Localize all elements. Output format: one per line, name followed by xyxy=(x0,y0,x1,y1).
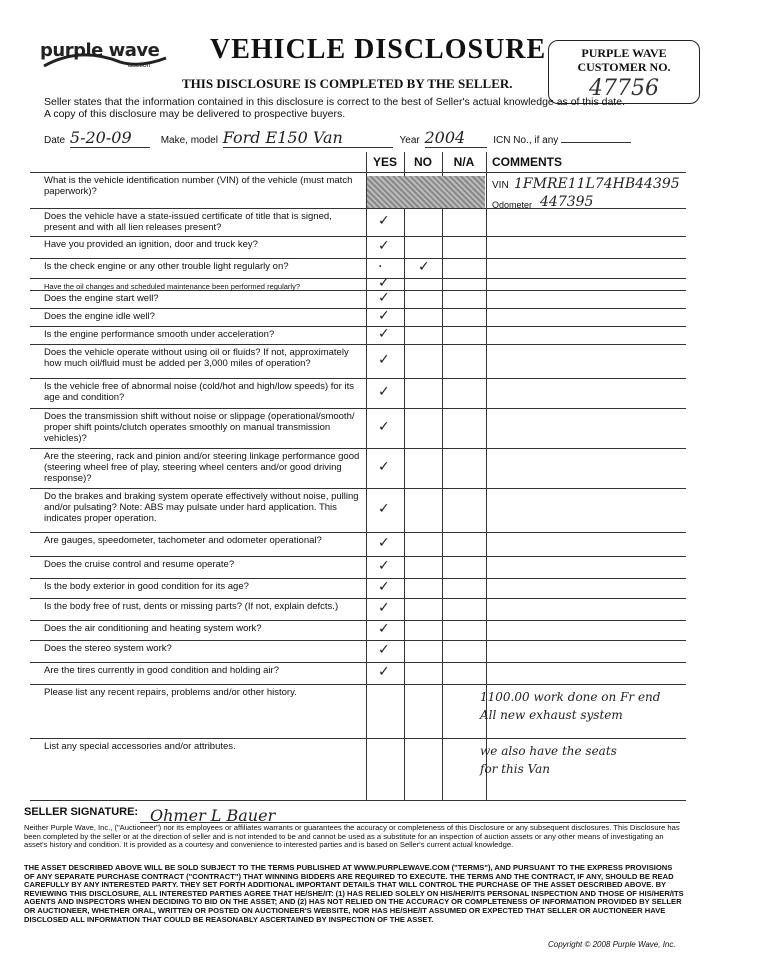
row-divider xyxy=(30,684,686,685)
row-divider xyxy=(30,640,686,641)
header-divider xyxy=(30,172,686,173)
question-text: Please list any recent repairs, problems and/or other history. xyxy=(44,687,297,698)
question-text: Are the tires currently in good condition and holding air? xyxy=(44,665,280,676)
checkbox-yes[interactable]: ✓ xyxy=(378,600,390,616)
accessories-comment-2[interactable]: for this Van xyxy=(480,762,551,776)
odometer-value[interactable]: 447395 xyxy=(540,194,594,210)
row-divider xyxy=(30,378,686,379)
intro-line-1: Seller states that the information contained in this disclosure is correct to the best of Seller's actual knowledge as of this date. xyxy=(44,96,625,108)
page-title: VEHICLE DISCLOSURE xyxy=(210,34,547,65)
checkbox-yes[interactable]: ✓ xyxy=(378,501,390,517)
row-divider xyxy=(30,578,686,579)
intro-line-2: A copy of this disclosure may be delivered to prospective buyers. xyxy=(44,108,346,120)
checkbox-no[interactable]: ✓ xyxy=(418,259,430,275)
odometer-label: Odometer xyxy=(492,200,533,210)
question-text: Does the engine idle well? xyxy=(44,311,155,322)
checkbox-yes[interactable]: ✓ xyxy=(378,535,390,551)
question-text: Does the engine start well? xyxy=(44,293,159,304)
col-header-no: NO xyxy=(414,155,432,169)
checkbox-yes[interactable]: ✓ xyxy=(378,213,390,229)
question-text: Is the engine performance smooth under acceleration? xyxy=(44,329,275,340)
row-divider xyxy=(30,662,686,663)
year-label: Year xyxy=(399,135,420,146)
checkbox-yes[interactable]: ✓ xyxy=(378,238,390,254)
question-text: Does the air conditioning and heating system work? xyxy=(44,623,262,634)
checkbox-yes[interactable]: ✓ xyxy=(378,642,390,658)
copyright-text: Copyright © 2008 Purple Wave, Inc. xyxy=(548,940,676,949)
row-divider xyxy=(30,598,686,599)
vin-label: VIN xyxy=(492,180,509,191)
col-header-na: N/A xyxy=(453,155,475,169)
purple-wave-logo xyxy=(40,36,170,76)
row-divider xyxy=(30,620,686,621)
question-text: Is the body free of rust, dents or missing parts? (If not, explain defcts.) xyxy=(44,601,339,612)
disclaimer-text: Neither Purple Wave, Inc., ("Auctioneer") nor its employees or affiliates warrants or guarantees the accuracy or completeness of this Disclosure or any subsequent disclosures. This Disclosure has been completed by the seller or at the direction of seller and is not intended to be and cannot be used as a substitute for an inspection of auction assets or any other means of investigating an asset's history and condition. It is provided as a courtesy and convenience to interested parties and is based on Seller's current actual knowledge. xyxy=(24,823,680,850)
logo-sub: auction xyxy=(128,62,151,69)
question-text: What is the vehicle identification number (VIN) of the vehicle (must match paperwork)? xyxy=(44,175,353,197)
question-text: List any special accessories and/or attributes. xyxy=(44,741,236,752)
checkbox-yes[interactable]: ✓ xyxy=(378,459,390,475)
checkbox-yes[interactable]: ✓ xyxy=(378,352,390,368)
col-header-yes: YES xyxy=(372,155,397,169)
col-header-comments: COMMENTS xyxy=(492,155,562,169)
customer-label-2: CUSTOMER NO. xyxy=(577,60,671,74)
question-text: Does the cruise control and resume operate? xyxy=(44,559,235,570)
checkbox-yes[interactable]: ✓ xyxy=(378,621,390,637)
question-text: Have you provided an ignition, door and truck key? xyxy=(44,239,258,250)
col-divider xyxy=(442,152,443,800)
icn-field[interactable] xyxy=(561,142,631,143)
row-divider xyxy=(30,258,686,259)
date-value[interactable]: 5-20-09 xyxy=(70,128,150,148)
row-divider xyxy=(30,344,686,345)
col-divider xyxy=(404,152,405,800)
question-text: Have the oil changes and scheduled maintenance been performed regularly? xyxy=(44,282,300,291)
row-divider xyxy=(30,488,686,489)
question-text: Do the brakes and braking system operate effectively without noise, pulling and/or pulsating? Note: ABS may pulsate under hard application. This indicates proper operation. xyxy=(44,491,359,524)
make-label: Make, model xyxy=(160,135,218,146)
accessories-comment-1[interactable]: we also have the seats xyxy=(480,744,617,758)
seller-signature[interactable]: Ohmer L Bauer xyxy=(150,806,276,825)
checkbox-yes[interactable]: ✓ xyxy=(378,275,390,291)
question-text: Does the stereo system work? xyxy=(44,643,172,654)
question-text: Is the body exterior in good condition for its age? xyxy=(44,581,249,592)
checkbox-yes[interactable]: · xyxy=(378,259,383,275)
question-text: Does the vehicle have a state-issued certificate of title that is signed, present and with all lien releases present? xyxy=(44,211,332,233)
date-label: Date xyxy=(44,135,66,146)
row-divider xyxy=(30,208,686,209)
checkbox-yes[interactable]: ✓ xyxy=(378,290,390,306)
checkbox-yes[interactable]: ✓ xyxy=(378,664,390,680)
checkbox-yes[interactable]: ✓ xyxy=(378,558,390,574)
question-text: Does the transmission shift without noise or slippage (operational/smooth/ proper shift points/clutch operates smoothly on manual transmission vehicles)? xyxy=(44,411,355,444)
vehicle-info-line xyxy=(44,128,631,148)
question-text: Does the vehicle operate without using oil or fluids? If not, approximately how much oil/fluid must be added per 3,000 miles of operation? xyxy=(44,347,349,369)
terms-text: THE ASSET DESCRIBED ABOVE WILL BE SOLD SUBJECT TO THE TERMS PUBLISHED AT WWW.PURPLEWAVE.COM ("TERMS"), AND PURSUANT TO THE EXPRESS PROVISIONS OF ANY SEPARATE PURCHASE CONTRACT ("CONTRACT") THAT WINNING BIDDERS ARE REQUIRED TO EXECUTE. THE TERMS AND THE CONTRACT, IF ANY, SHOULD BE READ CAREFULLY BY ANY INTERESTED PARTY. THEY SET FORTH ADDITIONAL IMPORTANT DETAILS THAT WILL CONTROL THE PURCHASE OF THE ASSET DESCRIBED ABOVE. BY REVIEWING THIS DISCLOSURE, ALL INTERESTED PARTIES AGREE THAT HE/SHE/IT: (1) HAS RELIED SOLELY ON HIS/HER/ITS PERSONAL INSPECTION AND THOSE OF HIS/HER/ITS AGENTS AND INSPECTORS WHEN DECIDING TO BID ON THE ASSET; AND (2) HAS NOT RELIED ON THE ACCURACY OR COMPLETENESS OF INFORMATION PROVIDED BY SELLER OR AUCTIONEER, WHETHER ORAL, WRITTEN OR POSTED ON AUCTIONEER'S WEBSITE, NOR HAS HE/SHE/IT ASSUMED OR EXPECTED THAT SELLER OR AUCTIONEER HAVE DISCLOSED ALL INFORMATION THAT COULD BE REASONABLY ASCERTAINED BY INSPECTION OF THE ASSET. xyxy=(24,863,684,924)
row-divider xyxy=(30,448,686,449)
vin-value[interactable]: 1FMRE11L74HB44395 xyxy=(514,176,680,192)
row-divider xyxy=(30,308,686,309)
intro-text xyxy=(44,96,704,120)
row-divider xyxy=(30,236,686,237)
question-text: Are gauges, speedometer, tachometer and odometer operational? xyxy=(44,535,322,546)
col-divider xyxy=(366,152,367,800)
page-subtitle: THIS DISCLOSURE IS COMPLETED BY THE SELLER. xyxy=(182,76,513,91)
question-text: Are the steering, rack and pinion and/or steering linkage performance good (steering wheel free of play, steering wheel centers and/or good driving response)? xyxy=(44,451,360,484)
repairs-comment-1[interactable]: 1100.00 work done on Fr end xyxy=(480,690,661,704)
row-divider xyxy=(30,556,686,557)
year-value[interactable]: 2004 xyxy=(425,128,487,148)
repairs-comment-2[interactable]: All new exhaust system xyxy=(480,708,623,722)
checkbox-yes[interactable]: ✓ xyxy=(378,326,390,342)
disclosure-table xyxy=(30,152,686,800)
row-divider xyxy=(30,738,686,739)
row-divider xyxy=(30,326,686,327)
customer-label-1: PURPLE WAVE xyxy=(581,46,667,60)
row-divider xyxy=(30,278,686,279)
logo-text: purple wave xyxy=(40,40,160,61)
question-text: Is the check engine or any other trouble light regularly on? xyxy=(44,261,289,272)
row-divider xyxy=(30,408,686,409)
checkbox-yes[interactable]: ✓ xyxy=(378,384,390,400)
question-text: Is the vehicle free of abnormal noise (cold/hot and high/low speeds) for its age and condition? xyxy=(44,381,354,403)
checkbox-yes[interactable]: ✓ xyxy=(378,579,390,595)
customer-number: 47756 xyxy=(589,76,659,101)
icn-label: ICN No., if any xyxy=(493,135,559,146)
vin-shaded-cells xyxy=(367,176,485,208)
customer-number-box xyxy=(548,40,700,104)
checkbox-yes[interactable]: ✓ xyxy=(378,308,390,324)
signature-label: SELLER SIGNATURE: xyxy=(24,806,139,818)
make-value[interactable]: Ford E150 Van xyxy=(223,128,393,148)
checkbox-yes[interactable]: ✓ xyxy=(378,419,390,435)
row-divider xyxy=(30,532,686,533)
row-divider xyxy=(30,800,686,801)
